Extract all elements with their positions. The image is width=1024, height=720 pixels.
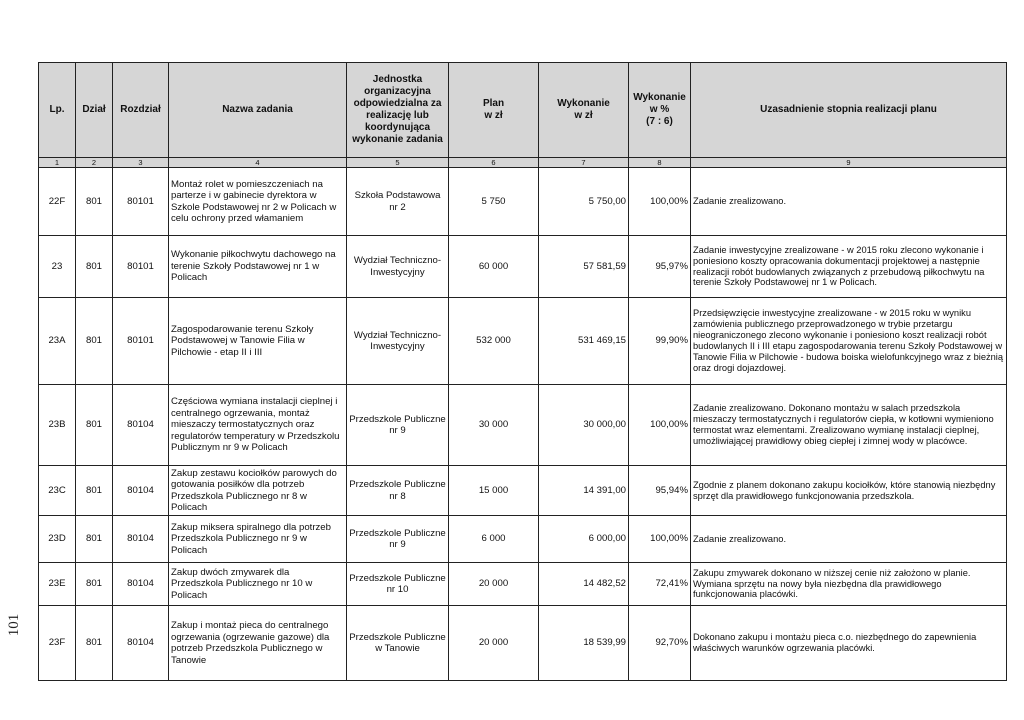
- cell-rozdzial: 80104: [113, 516, 169, 563]
- cell-nazwa: Montaż rolet w pomieszczeniach na parterze i w gabinecie dyrektora w Szkole Podstawowej nr 2 w Policach w celu ochrony przed włamaniem: [169, 168, 347, 236]
- cell-nazwa: Wykonanie piłkochwytu dachowego na terenie Szkoły Podstawowej nr 1 w Policach: [169, 236, 347, 298]
- cell-uzasadnienie: Dokonano zakupu i montażu pieca c.o. niezbędnego do zapewnienia właściwych warunków ogrzewania placówki.: [691, 606, 1007, 681]
- cell-lp: 23B: [39, 385, 76, 466]
- cell-jednostka: Przedszkole Publiczne w Tanowie: [347, 606, 449, 681]
- column-number: 8: [629, 158, 691, 168]
- cell-nazwa: Zakup dwóch zmywarek dla Przedszkola Publicznego nr 10 w Policach: [169, 563, 347, 606]
- cell-plan: 30 000: [449, 385, 539, 466]
- cell-plan: 15 000: [449, 466, 539, 516]
- cell-uzasadnienie: Zgodnie z planem dokonano zakupu kociołków, które stanowią niezbędny sprzęt dla prawidłowego funkcjonowania przedszkola.: [691, 466, 1007, 516]
- column-number: 7: [539, 158, 629, 168]
- cell-lp: 23A: [39, 298, 76, 385]
- column-number-row: [39, 158, 1007, 168]
- cell-procent: 95,97%: [629, 236, 691, 298]
- cell-uzasadnienie: Zadanie inwestycyjne zrealizowane - w 2015 roku zlecono wykonanie i poniesiono koszty opracowania dokumentacji projektowej a następnie realizacji robót budowlanych związanych z przebudową piłkochwytu na terenie Szkoły Podstawowej nr 1 w Policach.: [691, 236, 1007, 298]
- cell-procent: 72,41%: [629, 563, 691, 606]
- header-dzial: Dział: [76, 63, 113, 158]
- column-number: 3: [113, 158, 169, 168]
- header-row: [39, 63, 1007, 158]
- cell-dzial: 801: [76, 385, 113, 466]
- header-lp: Lp.: [39, 63, 76, 158]
- cell-wykonanie: 14 482,52: [539, 563, 629, 606]
- cell-plan: 532 000: [449, 298, 539, 385]
- cell-wykonanie: 531 469,15: [539, 298, 629, 385]
- cell-rozdzial: 80101: [113, 298, 169, 385]
- table-row: [39, 236, 1007, 298]
- cell-rozdzial: 80101: [113, 168, 169, 236]
- cell-nazwa: Zakup i montaż pieca do centralnego ogrzewania (ogrzewanie gazowe) dla potrzeb Przedszkola Publicznego w Tanowie: [169, 606, 347, 681]
- cell-rozdzial: 80101: [113, 236, 169, 298]
- page-number: 101: [6, 613, 22, 637]
- cell-jednostka: Wydział Techniczno-Inwestycyjny: [347, 236, 449, 298]
- header-nazwa: Nazwa zadania: [169, 63, 347, 158]
- cell-jednostka: Przedszkole Publiczne nr 8: [347, 466, 449, 516]
- cell-lp: 23C: [39, 466, 76, 516]
- cell-jednostka: Przedszkole Publiczne nr 9: [347, 516, 449, 563]
- table-row: [39, 385, 1007, 466]
- table-row: [39, 168, 1007, 236]
- cell-jednostka: Przedszkole Publiczne nr 10: [347, 563, 449, 606]
- cell-dzial: 801: [76, 168, 113, 236]
- cell-plan: 20 000: [449, 563, 539, 606]
- cell-dzial: 801: [76, 466, 113, 516]
- cell-procent: 100,00%: [629, 516, 691, 563]
- table-row: [39, 563, 1007, 606]
- cell-plan: 5 750: [449, 168, 539, 236]
- header-procent: Wykonanie w % (7 : 6): [629, 63, 691, 158]
- cell-plan: 6 000: [449, 516, 539, 563]
- column-number: 1: [39, 158, 76, 168]
- column-number: 9: [691, 158, 1007, 168]
- cell-rozdzial: 80104: [113, 385, 169, 466]
- table-row: [39, 298, 1007, 385]
- cell-procent: 92,70%: [629, 606, 691, 681]
- table-row: [39, 466, 1007, 516]
- cell-wykonanie: 30 000,00: [539, 385, 629, 466]
- cell-jednostka: Szkoła Podstawowa nr 2: [347, 168, 449, 236]
- cell-lp: 22F: [39, 168, 76, 236]
- cell-wykonanie: 14 391,00: [539, 466, 629, 516]
- cell-uzasadnienie: Zadanie zrealizowano.: [691, 516, 1007, 563]
- cell-wykonanie: 5 750,00: [539, 168, 629, 236]
- cell-nazwa: Częściowa wymiana instalacji cieplnej i centralnego ogrzewania, montaż mieszaczy termostatycznych oraz regulatorów temperatury w Przedszkolu Publicznym nr 9 w Policach: [169, 385, 347, 466]
- cell-uzasadnienie: Przedsięwzięcie inwestycyjne zrealizowane - w 2015 roku w wyniku zamówienia publicznego przeprowadzonego w trybie przetargu nieograniczonego zlecono wykonanie i poniesiono koszt realizacji robót budowlanych II i III etapu zagospodarowania terenu Szkoły Podstawowej w Tanowie Filia w Pilchowie - budowa boiska wielofunkcyjnego wraz z bieżnią oraz drogi dojazdowej.: [691, 298, 1007, 385]
- header-jednostka: Jednostka organizacyjna odpowiedzialna za realizację lub koordynująca wykonanie zadania: [347, 63, 449, 158]
- column-number: 5: [347, 158, 449, 168]
- cell-jednostka: Przedszkole Publiczne nr 9: [347, 385, 449, 466]
- cell-jednostka: Wydział Techniczno-Inwestycyjny: [347, 298, 449, 385]
- cell-plan: 60 000: [449, 236, 539, 298]
- cell-nazwa: Zakup zestawu kociołków parowych do gotowania posiłków dla potrzeb Przedszkola Publicznego nr 8 w Policach: [169, 466, 347, 516]
- cell-nazwa: Zakup miksera spiralnego dla potrzeb Przedszkola Publicznego nr 9 w Policach: [169, 516, 347, 563]
- cell-uzasadnienie: Zadanie zrealizowano. Dokonano montażu w salach przedszkola mieszaczy termostatycznych i regulatorów ciepła, w kotłowni wymieniono termostat wraz elementami. Zrealizowano wymianę instalacji cieplnej, umożliwiającej prawidłowy obieg ciepłej i zimnej wody w placówce.: [691, 385, 1007, 466]
- budget-execution-table: [38, 62, 1007, 681]
- header-uzasadnienie: Uzasadnienie stopnia realizacji planu: [691, 63, 1007, 158]
- cell-uzasadnienie: Zadanie zrealizowano.: [691, 168, 1007, 236]
- cell-dzial: 801: [76, 236, 113, 298]
- cell-procent: 99,90%: [629, 298, 691, 385]
- cell-procent: 95,94%: [629, 466, 691, 516]
- column-number: 2: [76, 158, 113, 168]
- cell-rozdzial: 80104: [113, 606, 169, 681]
- cell-dzial: 801: [76, 563, 113, 606]
- header-wykonanie: Wykonanie w zł: [539, 63, 629, 158]
- cell-uzasadnienie: Zakupu zmywarek dokonano w niższej cenie niż założono w planie. Wymiana sprzętu na nowy była niezbędna dla prawidłowego funkcjonowania placówki.: [691, 563, 1007, 606]
- cell-plan: 20 000: [449, 606, 539, 681]
- cell-rozdzial: 80104: [113, 466, 169, 516]
- cell-lp: 23E: [39, 563, 76, 606]
- cell-rozdzial: 80104: [113, 563, 169, 606]
- table-row: [39, 516, 1007, 563]
- column-number: 6: [449, 158, 539, 168]
- cell-lp: 23F: [39, 606, 76, 681]
- cell-nazwa: Zagospodarowanie terenu Szkoły Podstawowej w Tanowie Filia w Pilchowie - etap II i III: [169, 298, 347, 385]
- header-rozdzial: Rozdział: [113, 63, 169, 158]
- cell-wykonanie: 57 581,59: [539, 236, 629, 298]
- cell-procent: 100,00%: [629, 385, 691, 466]
- column-number: 4: [169, 158, 347, 168]
- cell-wykonanie: 6 000,00: [539, 516, 629, 563]
- cell-lp: 23D: [39, 516, 76, 563]
- cell-dzial: 801: [76, 516, 113, 563]
- cell-wykonanie: 18 539,99: [539, 606, 629, 681]
- cell-dzial: 801: [76, 606, 113, 681]
- header-plan: Plan w zł: [449, 63, 539, 158]
- table-row: [39, 606, 1007, 681]
- cell-procent: 100,00%: [629, 168, 691, 236]
- cell-dzial: 801: [76, 298, 113, 385]
- cell-lp: 23: [39, 236, 76, 298]
